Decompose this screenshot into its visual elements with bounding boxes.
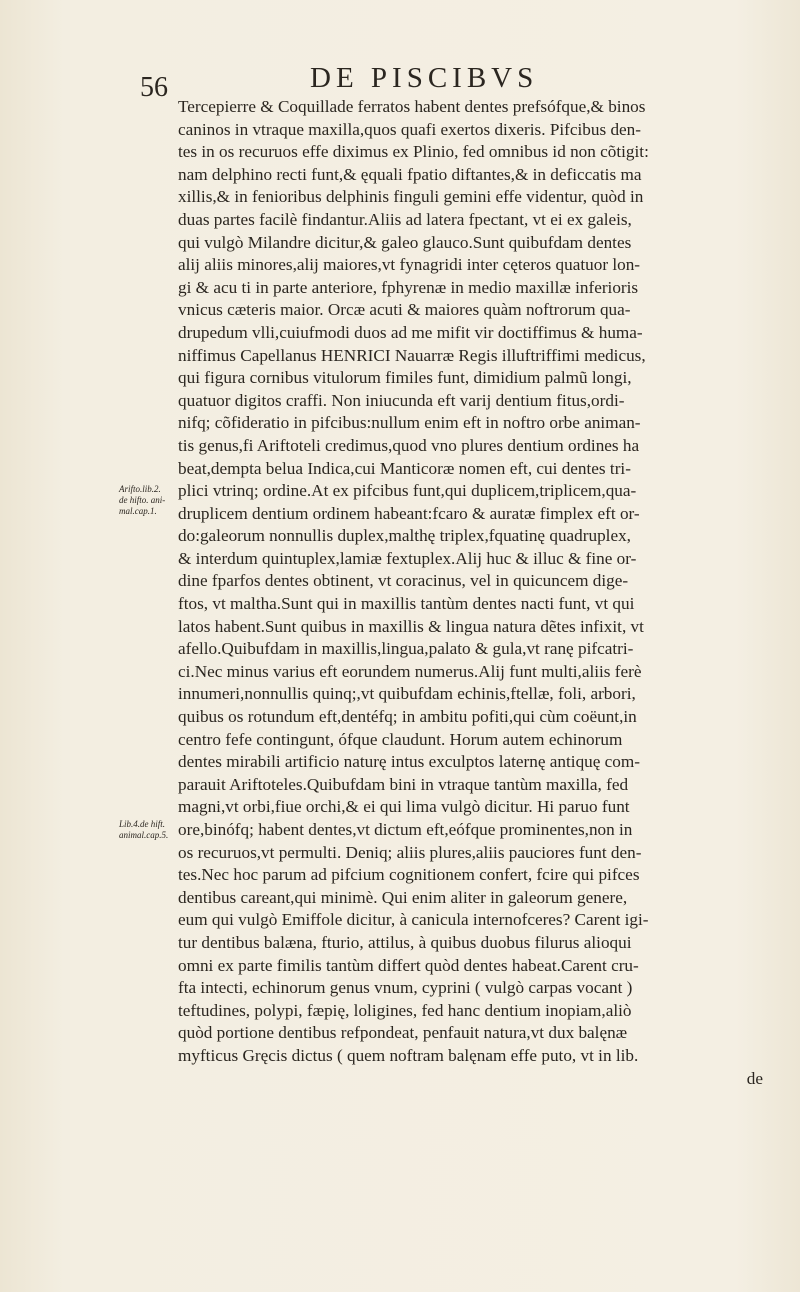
text-line: ore,binófq; habent dentes,vt dictum eft,eófque prominentes,non in xyxy=(178,820,633,839)
text-line: druplicem dentium ordinem habeant:fcaro & auratæ fimplex eft or- xyxy=(178,503,640,523)
text-line: quibus os rotundum eft,dentéfq; in ambitu pofiti,qui cùm coëunt,in xyxy=(178,707,637,727)
text-line: tes in os recuruos effe diximus ex Plinio, fed omnibus id non cõtigit: xyxy=(178,142,649,162)
text-line: tis genus,fi Ariftoteli credimus,quod vno plures dentium ordines ha xyxy=(178,435,640,455)
text-line: tes.Nec hoc parum ad pifcium cognitionem confert, fcire qui pifces xyxy=(178,865,640,885)
text-line: qui vulgò Milandre dicitur,& galeo glauco.Sunt quibufdam dentes xyxy=(178,232,632,252)
text-line: caninos in vtraque maxilla,quos quafi exertos dixeris. Pifcibus den- xyxy=(178,119,641,139)
text-line: plici vtrinq; ordine.At ex pifcibus funt,qui duplicem,triplicem,qua- xyxy=(178,481,637,501)
margin-note-line: animal.cap.5. xyxy=(119,830,169,840)
text-line: quòd portione dentibus refpondeat, penfauit natura,vt dux balęnæ xyxy=(178,1023,628,1043)
text-line: gi & acu ti in parte anteriore, fphyrenæ in medio maxillæ inferioris xyxy=(178,277,639,297)
running-head: DE PISCIBVS xyxy=(310,62,539,94)
text-line: innumeri,nonnullis quinq;,vt quibufdam echinis,ftellæ, foli, arbori, xyxy=(178,684,636,704)
text-line: os recuruos,vt permulti. Deniq; aliis plures,aliis pauciores funt den- xyxy=(178,842,642,862)
text-line: ci.Nec minus varius eft eorundem numerus.Alij funt multi,aliis ferè xyxy=(178,661,642,681)
body-text xyxy=(178,96,763,1090)
text-line: nam delphino recti funt,& ęquali fpatio diftantes,& in deficcatis ma xyxy=(178,164,642,184)
text-line: alij aliis minores,alij maiores,vt fynagridi inter cęteros quatuor lon- xyxy=(178,255,641,275)
text-line: do:galeorum nonnullis duplex,malthę triplex,fquatinę quadruplex, xyxy=(178,526,631,546)
text-line: vnicus cæteris maior. Orcæ acuti & maiores quàm noftrorum qua- xyxy=(178,300,631,320)
text-line: ftos, vt maltha.Sunt qui in maxillis tantùm dentes nacti funt, vt qui xyxy=(178,594,635,614)
text-line: Tercepierre & Coquillade ferratos habent dentes prefsófque,& binos xyxy=(178,97,646,116)
text-line: myfticus Gręcis dictus ( quem noftram balęnam effe puto, vt in lib. xyxy=(178,1045,639,1065)
text-line: parauit Ariftoteles.Quibufdam bini in vtraque tantùm maxilla, fed xyxy=(178,774,629,794)
text-line: quatuor digitos craffi. Non iniucunda eft varij dentium fitus,ordi- xyxy=(178,390,625,410)
text-line: afello.Quibufdam in maxillis,lingua,palato & gula,vt ranę pifcatri- xyxy=(178,639,634,659)
text-line: magni,vt orbi,fiue orchi,& ei qui lima vulgò dicitur. Hi paruo funt xyxy=(178,797,630,817)
margin-note-aristotle-2 xyxy=(119,819,181,841)
margin-note-line: de hifto. ani- xyxy=(119,495,166,505)
page-number: 56 xyxy=(140,72,168,103)
text-line: nifq; cõfideratio in pifcibus:nullum enim eft in noftro orbe animan- xyxy=(178,413,641,433)
text-line: drupedum vlli,cuiufmodi duos ad me mifit vir doctiffimus & huma- xyxy=(178,322,643,342)
text-line: latos habent.Sunt quibus in maxillis & lingua natura dẽtes infixit, vt xyxy=(178,616,644,636)
text-line: qui figura cornibus vitulorum fimiles funt, dimidium palmũ longi, xyxy=(178,368,632,388)
margin-note-line: Lib.4.de hift. xyxy=(119,819,166,829)
text-line: beat,dempta belua Indica,cui Manticoræ nomen eft, cui dentes tri- xyxy=(178,458,631,478)
margin-note-line: mal.cap.1. xyxy=(119,506,157,516)
text-line: dine fparfos dentes obtinent, vt coracinus, vel in quicuncem dige- xyxy=(178,571,629,591)
text-line: xillis,& in fenioribus delphinis finguli gemini effe videntur, quòd in xyxy=(178,187,644,207)
margin-note-aristotle-1 xyxy=(119,484,181,517)
text-line: eum qui vulgò Emiffole dicitur, à canicula internofceres? Carent igi- xyxy=(178,910,649,930)
text-line: dentibus careant,qui minimè. Qui enim aliter in galeorum genere, xyxy=(178,887,628,907)
text-line: duas partes facilè findantur.Aliis ad latera fpectant, vt ei ex galeis, xyxy=(178,209,632,229)
text-line: fta intecti, echinorum genus vnum, cyprini ( vulgò carpas vocant ) xyxy=(178,978,633,998)
text-line: teftudines, polypi, fæpię, loligines, fed hanc dentium inopiam,aliò xyxy=(178,1000,632,1020)
text-line: & interdum quintuplex,lamiæ fextuplex.Alij huc & illuc & fine or- xyxy=(178,548,637,568)
text-line: dentes mirabili artificio naturę intus exculptos laternę antiquę com- xyxy=(178,752,640,772)
margin-note-line: Arifto.lib.2. xyxy=(119,484,161,494)
text-line: centro fefe contingunt, ófque claudunt. Horum autem echinorum xyxy=(178,729,623,749)
text-line: tur dentibus balæna, fturio, attilus, à quibus duobus filurus alioqui xyxy=(178,932,632,952)
text-line: niffimus Capellanus HENRICI Nauarræ Regis illuftriffimi medicus, xyxy=(178,345,646,365)
catchword: de xyxy=(746,1068,763,1088)
text-line: omni ex parte fimilis tantùm differt quòd dentes habeat.Carent cru- xyxy=(178,955,639,975)
